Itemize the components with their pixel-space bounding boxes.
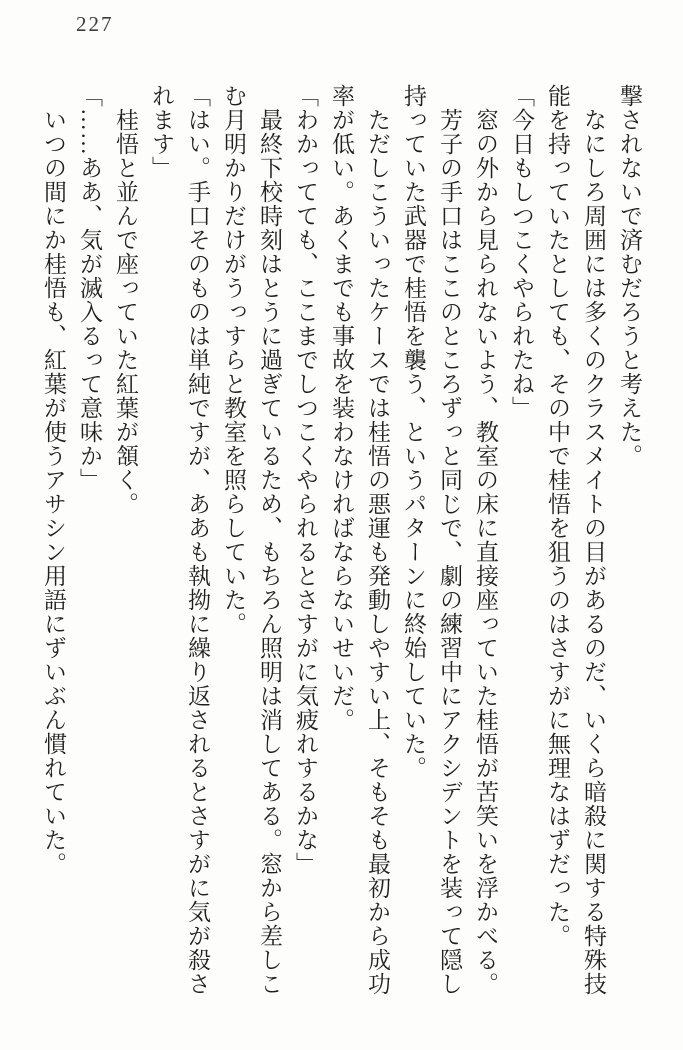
text-column: 持っていた武器で桂悟を襲う、というパターンに終始していた。: [401, 84, 426, 780]
text-column: 「今日もしつこくやられたね」: [509, 84, 534, 420]
text-column: 「はい。手口そのものは単純ですが、ああも執拗に繰り返されるとさすがに気が殺さ: [185, 84, 210, 996]
text-column: 窓の外から見られないよう、教室の床に直接座っていた桂悟が苦笑いを浮かべる。: [473, 108, 498, 996]
text-column: 率が低い。あくまでも事故を装わなければならないせいだ。: [329, 84, 354, 732]
text-column: 撃されないで済むだろうと考えた。: [617, 84, 642, 468]
text-column: 桂悟と並んで座っていた紅葉が頷く。: [113, 108, 138, 516]
text-column: む月明かりだけがうっすらと教室を照らしていた。: [221, 84, 246, 636]
text-column: いつの間にか桂悟も、紅葉が使うアサシン用語にずいぶん慣れていた。: [41, 108, 66, 876]
text-column: 能を持っていたとしても、その中で桂悟を狙うのはさすがに無理なはずだった。: [545, 84, 570, 948]
text-column: れます」: [149, 84, 174, 180]
page-number: 227: [76, 12, 114, 36]
text-column: 「……ああ、気が滅入るって意味か」: [77, 84, 102, 492]
text-column: 最終下校時刻はとうに過ぎているため、もちろん照明は消してある。窓から差しこ: [257, 108, 282, 996]
text-column: 「わかってても、ここまでしつこくやられるとさすがに気疲れするかな」: [293, 84, 318, 876]
text-column: なにしろ周囲には多くのクラスメイトの目があるのだ、いくら暗殺に関する特殊技: [581, 108, 606, 996]
text-column: 芳子の手口はここのところずっと同じで、劇の練習中にアクシデントを装って隠し: [437, 108, 462, 996]
body-text: [35, 84, 647, 1024]
text-column: ただしこういったケースでは桂悟の悪運も発動しやすい上、そもそも最初から成功: [365, 108, 390, 996]
